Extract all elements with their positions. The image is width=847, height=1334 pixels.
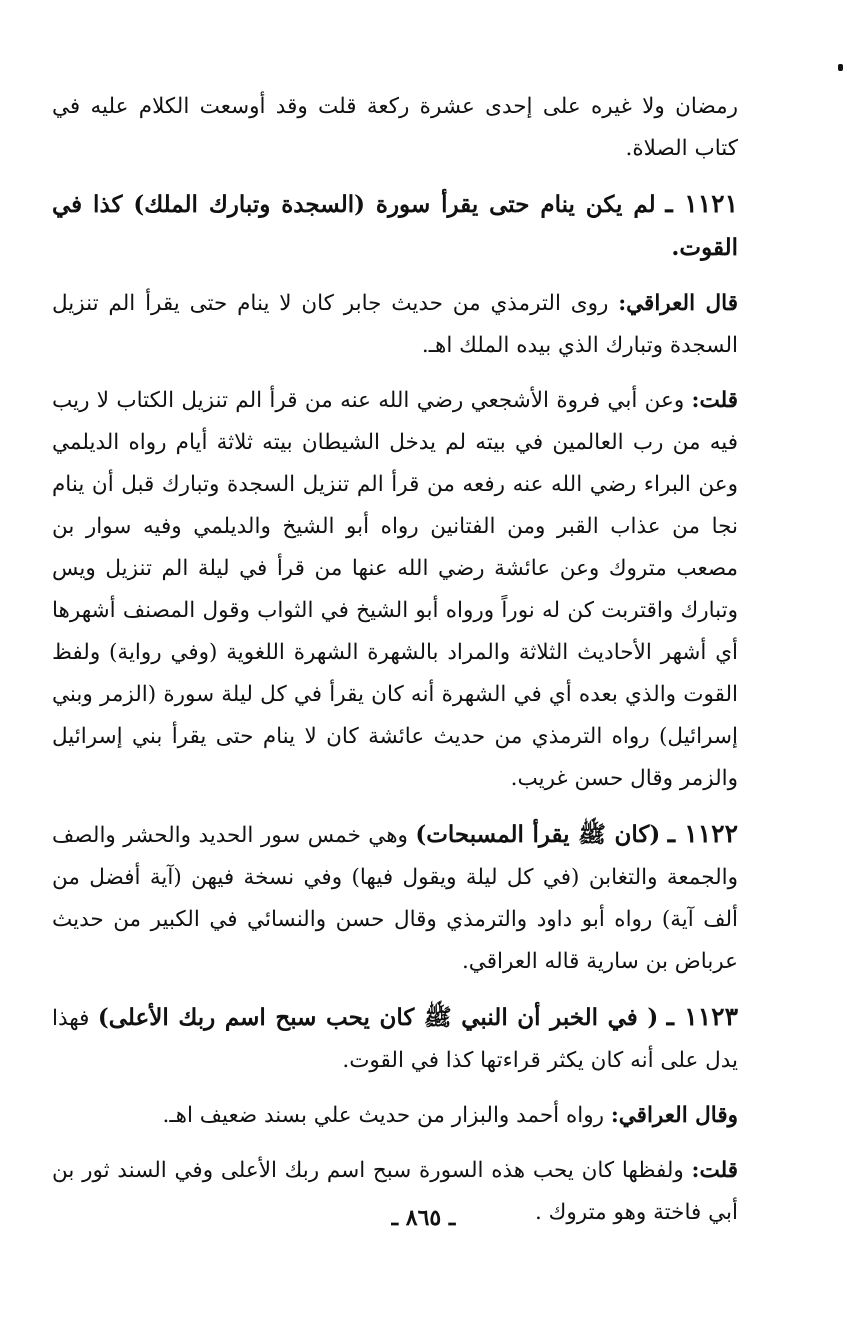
hadith-number: ١١٢٢ ـ xyxy=(667,819,739,848)
commentary-lead: قال العراقي: xyxy=(618,291,738,316)
hadith-1122 xyxy=(52,813,738,983)
hadith-commentary: وهي خمس سور الحديد والحشر والصف والجمعة والتغابن (في كل ليلة ويقول فيها) وفي نسخة فيهن (آية أفضل من ألف آية) رواه أبو داود والترمذي وقال حسن والنسائي في الكبير من حديث عرباض بن سارية قاله العراقي. xyxy=(52,823,738,974)
commentary-text: وعن أبي فروة الأشجعي رضي الله عنه من قرأ الم تنزيل الكتاب لا ريب فيه من رب العالمين في بيته لم يدخل الشيطان بيته ثلاثة أيام رواه الديلمي وعن البراء رضي الله عنه رفعه من قرأ الم تنزيل السجدة وتبارك قبل أن ينام نجا من عذاب القبر ومن الفتانين رواه أبو الشيخ والديلمي وفيه سوار بن مصعب متروك وعن عائشة رضي الله عنها من قرأ في ليلة الم تنزيل ويس وتبارك واقتربت كن له نوراً ورواه أبو الشيخ في الثواب وقول المصنف أشهرها أي أشهر الأحاديث الثلاثة والمراد بالشهرة الشهرة اللغوية (وفي رواية) ولفظ القوت والذي بعده أي في الشهرة أنه كان يقرأ في كل ليلة سورة (الزمر وبني إسرائيل) رواه الترمذي من حديث عائشة كان لا ينام حتى يقرأ بني إسرائيل والزمر وقال حسن غريب. xyxy=(52,388,738,791)
hadith-text: لم يكن ينام حتى يقرأ سورة (السجدة وتبارك الملك) كذا في القوت. xyxy=(52,191,738,261)
hadith-1123 xyxy=(52,996,738,1082)
commentary-lead: وقال العراقي: xyxy=(610,1103,738,1128)
commentary-text: روى الترمذي من حديث جابر كان لا ينام حتى يقرأ الم تنزيل السجدة وتبارك الذي بيده الملك اهـ. xyxy=(52,291,738,358)
paragraph-text: رمضان ولا غيره على إحدى عشرة ركعة قلت وقد أوسعت الكلام عليه في كتاب الصلاة. xyxy=(52,94,738,161)
commentary-lead: قلت: xyxy=(691,388,738,413)
hadith-text: (كان ﷺ يقرأ المسبحات) xyxy=(415,821,661,848)
hadith-text: ( في الخبر أن النبي ﷺ كان يحب سبح اسم ربك الأعلى) xyxy=(97,1004,659,1031)
margin-mark xyxy=(838,64,843,71)
hadith-commentary: فهذا يدل على أنه كان يكثر قراءتها كذا في القوت. xyxy=(52,1006,738,1073)
page-body xyxy=(52,86,738,1234)
commentary-lead: قلت: xyxy=(691,1158,738,1183)
commentary-text: ولفظها كان يحب هذه السورة سبح اسم ربك الأعلى وفي السند ثور بن أبي فاختة وهو متروك . xyxy=(52,1158,738,1225)
paragraph-continuation xyxy=(52,86,738,170)
commentary-text: رواه أحمد والبزار من حديث علي بسند ضعيف اهـ. xyxy=(162,1103,604,1128)
commentary-qultu-1 xyxy=(52,380,738,800)
hadith-number: ١١٢٣ ـ xyxy=(666,1002,738,1031)
hadith-number: ١١٢١ ـ xyxy=(665,189,738,218)
commentary-iraqi-1 xyxy=(52,283,738,367)
page-number: ـ ٨٦٥ ـ xyxy=(391,1205,456,1231)
hadith-1121 xyxy=(52,183,738,270)
commentary-iraqi-2 xyxy=(52,1095,738,1137)
